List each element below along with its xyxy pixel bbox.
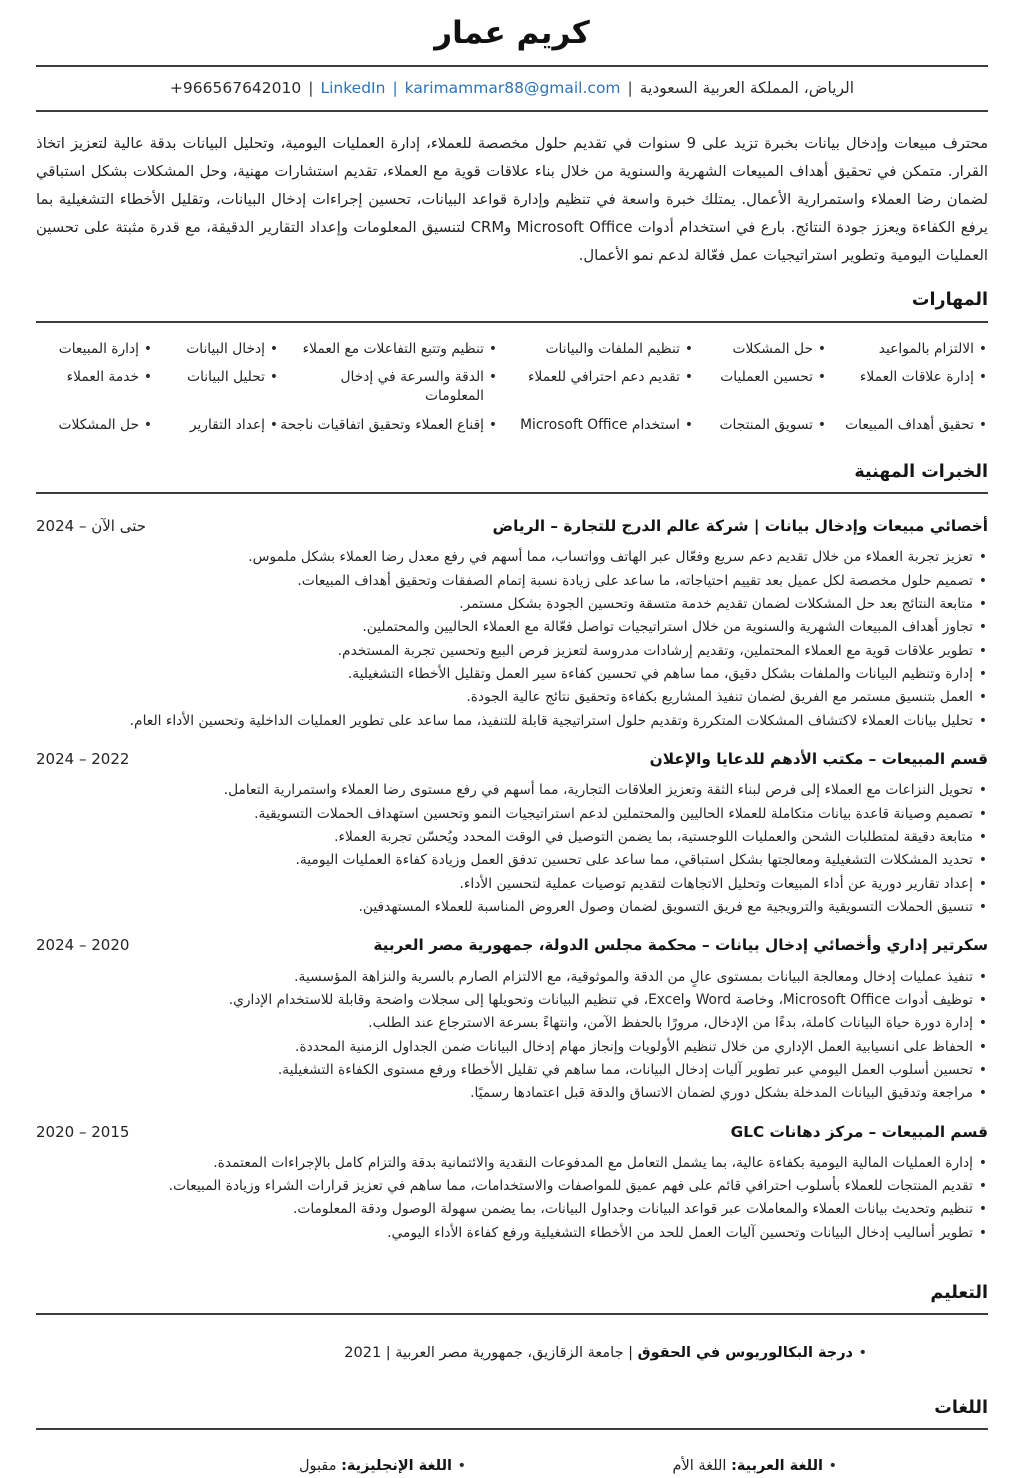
job-title: سكرتير إداري وأخصائي إدخال بيانات – محكمة مجلس الدولة، جمهورية مصر العربية xyxy=(373,936,988,955)
bullet-item: • تحويل النزاعات مع العملاء إلى فرص لبناء الثقة وتعزيز العلاقات التجارية، مما أسهم في رفع مستوى رضا العملاء واستمرارية التعامل. xyxy=(36,779,988,801)
contact-location: الرياض، المملكة العربية السعودية xyxy=(639,79,855,98)
education-section-title: التعليم xyxy=(930,1283,988,1304)
bullet-item: • إدارة وتنظيم البيانات والملفات بشكل دقيق، مما ساهم في تحسين كفاءة سير العمل وتقليل الأخطاء التشغيلية. xyxy=(36,663,988,685)
job-title: أخصائي مبيعات وإدخال بيانات | شركة عالم الدرج للتجارة – الرياض xyxy=(492,517,988,536)
bullet-item: • الحفاظ على انسيابية العمل الإداري من خلال تنظيم الأولويات وإنجاز مهام إدخال البيانات ضمن الجداول الزمنية المحددة. xyxy=(36,1036,988,1058)
contact-separator: | xyxy=(392,79,398,98)
bullet-item: • إعداد تقارير دورية عن أداء المبيعات وتحليل الاتجاهات لتقديم توصيات عملية لتحسين الأداء. xyxy=(36,873,988,895)
contact-phone: +966567642010 xyxy=(169,79,302,98)
bullet-item: • تصميم حلول مخصصة لكل عميل بعد تقييم احتياجاته، ما ساعد على زيادة نسبة إتمام الصفقات وتحقيق أهداف المبيعات. xyxy=(36,570,988,592)
linkedin-link[interactable]: LinkedIn xyxy=(320,79,386,98)
job-title: قسم المبيعات – مركز دهانات GLC xyxy=(730,1122,988,1141)
skill-item: • إدارة المبيعات xyxy=(36,340,153,359)
skill-item: • تسويق المنتجات xyxy=(694,416,827,435)
professional-summary: محترف مبيعات وإدخال بيانات بخبرة تزيد على 9 سنوات في تقديم حلول مخصصة للعملاء، إدارة العمليات اليومية، وتحليل البيانات بدقة عالية لتعزيز اتخاذ القرار. متمكن في تحقيق أهداف المبيعات الشهرية والسنوية من خلال بناء علاقات قوية مع العملاء، تقديم استشارات مهنية، وحل المشكلات بشكل استباقي لضمان رضا العملاء واستمرارية الأعمال. يمتلك خبرة واسعة في تنظيم وإدارة قواعد البيانات، تحسين إجراءات إدخال البيانات، وتقليل الأخطاء التشغيلية بما يرفع الكفاءة ويعزز جودة النتائج. بارع في استخدام أدوات Microsoft Office وCRM لتنسيق المعلومات وإعداد التقارير الدقيقة، مع قدرة مثبتة على تحسين العمليات اليومية وتطوير استراتيجيات عمل فعّالة لدعم نمو الأعمال. xyxy=(36,135,989,264)
section-divider xyxy=(36,492,988,494)
skill-item: • تقديم دعم احترافي للعملاء xyxy=(498,368,694,407)
candidate-name: كريم عمار xyxy=(434,15,590,51)
bullet-item: • تنسيق الحملات التسويقية والترويجية مع فريق التسويق لضمان وصول العروض المناسبة للعملاء المستهدفين. xyxy=(36,896,988,918)
skills-section-title: المهارات xyxy=(911,290,988,311)
header-divider-bottom xyxy=(36,110,988,112)
bullet-item: • تصميم وصيانة قاعدة بيانات متكاملة للعملاء الحاليين والمحتملين لدعم استراتيجيات النمو وتحسين استهداف الحملات التسويقية. xyxy=(36,803,988,825)
bullet-item: • تنظيم وتحديث بيانات العملاء والمعاملات عبر قواعد البيانات وجداول البيانات، بما يضمن سهولة الوصول ودقة المعلومات. xyxy=(36,1198,988,1220)
skill-item: • الدقة والسرعة في إدخال المعلومات xyxy=(279,368,498,407)
skill-item: • تحقيق أهداف المبيعات xyxy=(827,416,988,435)
job-bullet-list xyxy=(36,779,988,918)
languages-section-title: اللغات xyxy=(934,1398,988,1419)
skill-item: • حل المشكلات xyxy=(36,416,153,435)
bullet-item: • متابعة النتائج بعد حل المشكلات لضمان تقديم خدمة متسقة وتحسين الجودة بشكل مستمر. xyxy=(36,593,988,615)
language-level: اللغة الأم xyxy=(672,1458,727,1475)
bullet-item: • متابعة دقيقة لمتطلبات الشحن والعمليات اللوجستية، بما يضمن التوصيل في الوقت المحدد ويُحسّن تجربة العملاء. xyxy=(36,826,988,848)
contact-separator: | xyxy=(627,79,633,98)
contact-separator: | xyxy=(308,79,314,98)
bullet-item: • تعزيز تجربة العملاء من خلال تقديم دعم سريع وفعّال عبر الهاتف وواتساب، مما أسهم في رفع معدل رضا العملاء بشكل ملموس. xyxy=(36,546,988,568)
education-item xyxy=(36,1343,868,1365)
bullet-item: • العمل بتنسيق مستمر مع الفريق لضمان تنفيذ المشاريع بكفاءة وتحقيق نتائج عالية الجودة. xyxy=(36,686,988,708)
job-entry xyxy=(36,748,988,918)
bullet-item: • تحليل بيانات العملاء لاكتشاف المشكلات المتكررة وتقديم حلول استراتيجية قابلة للتنفيذ، مما ساعد على تطوير العمليات الداخلية وتحسين الأداء العام. xyxy=(36,710,988,732)
job-title: قسم المبيعات – مكتب الأدهم للدعايا والإعلان xyxy=(649,750,988,769)
job-date: 2020 – 2024 xyxy=(36,936,130,955)
skills-section xyxy=(36,287,988,435)
language-label: اللغة الإنجليزية: xyxy=(341,1458,452,1475)
job-header xyxy=(36,1121,988,1143)
bullet-item: • تحسين أسلوب العمل اليومي عبر تطوير آليات إدخال البيانات، مما ساهم في تقليل الأخطاء ورفع مستوى الكفاءة التشغيلية. xyxy=(36,1059,988,1081)
section-divider xyxy=(36,1428,988,1430)
language-item-english xyxy=(36,1456,512,1478)
job-entry xyxy=(36,1121,988,1245)
job-entry xyxy=(36,515,988,732)
job-header xyxy=(36,515,988,537)
bullet-item: • تطوير علاقات قوية مع العملاء المحتملين، وتقديم إرشادات مدروسة لتعزيز فرص البيع وتحسين تجربة المستخدم. xyxy=(36,640,988,662)
bullet-item: • تنفيذ عمليات إدخال ومعالجة البيانات بمستوى عالٍ من الدقة والموثوقية، مع الالتزام الصارم بالسرية والنزاهة المؤسسية. xyxy=(36,966,988,988)
section-divider xyxy=(36,1313,988,1315)
header-divider-top xyxy=(36,65,988,67)
job-bullet-list xyxy=(36,546,988,732)
email-link[interactable]: karimammar88@gmail.com xyxy=(404,79,621,98)
job-date: 2015 – 2020 xyxy=(36,1122,130,1141)
job-bullet-list xyxy=(36,1152,988,1244)
skill-item: • إدارة علاقات العملاء xyxy=(827,368,988,407)
languages-list xyxy=(36,1456,988,1478)
education-list xyxy=(36,1343,868,1365)
language-label: اللغة العربية: xyxy=(731,1458,823,1475)
skill-item: • إدخال البيانات xyxy=(153,340,279,359)
experience-section xyxy=(36,459,988,1244)
skill-item: • تنظيم الملفات والبيانات xyxy=(498,340,694,359)
skill-item: • تحليل البيانات xyxy=(153,368,279,407)
skill-item: • تنظيم وتتبع التفاعلات مع العملاء xyxy=(279,340,498,359)
bullet-item: • مراجعة وتدقيق البيانات المدخلة بشكل دوري لضمان الاتساق والدقة قبل اعتمادها رسميًا. xyxy=(36,1082,988,1104)
bullet-item: • إدارة دورة حياة البيانات كاملة، بدءًا من الإدخال، مرورًا بالحفظ الآمن، وانتهاءً بسرعة الاسترجاع عند الطلب. xyxy=(36,1012,988,1034)
bullet-item: • تطوير أساليب إدخال البيانات وتحسين آليات العمل للحد من الأخطاء التشغيلية ورفع كفاءة الأداء اليومي. xyxy=(36,1222,988,1244)
degree-name: درجة البكالوريوس في الحقوق xyxy=(637,1345,853,1362)
bullet-item: • تقديم المنتجات للعملاء بأسلوب احترافي قائم على فهم عميق للمواصفات والاستخدامات، مما ساهم في تعزيز قرارات الشراء وزيادة المبيعات. xyxy=(36,1175,988,1197)
experience-section-title: الخبرات المهنية xyxy=(854,461,988,482)
job-date: حتى الآن – 2024 xyxy=(36,517,147,536)
degree-details: | جامعة الزقازيق، جمهورية مصر العربية | 2021 xyxy=(344,1345,634,1362)
bullet-item: • تحديد المشكلات التشغيلية ومعالجتها بشكل استباقي، مما ساعد على تحسين تدفق العمل وزيادة كفاءة العمليات اليومية. xyxy=(36,849,988,871)
bullet-item: • إدارة العمليات المالية اليومية بكفاءة عالية، بما يشمل التعامل مع المدفوعات النقدية والائتمانية بدقة والتزام كامل بالإجراءات المعتمدة. xyxy=(36,1152,988,1174)
bullet-item: • توظيف أدوات Microsoft Office، وخاصة Word وExcel، في تنظيم البيانات وتحويلها إلى سجلات واضحة وقابلة للاستخدام الإداري. xyxy=(36,989,988,1011)
bullet-item: • تجاوز أهداف المبيعات الشهرية والسنوية من خلال استراتيجيات تواصل فعّالة مع العملاء الحاليين والمحتملين. xyxy=(36,616,988,638)
language-level: مقبول xyxy=(298,1458,337,1475)
job-header xyxy=(36,748,988,770)
skill-item: • خدمة العملاء xyxy=(36,368,153,407)
contact-bar xyxy=(36,79,988,97)
skill-item: • حل المشكلات xyxy=(694,340,827,359)
job-bullet-list xyxy=(36,966,988,1105)
job-date: 2022 – 2024 xyxy=(36,750,130,769)
education-section xyxy=(36,1280,988,1365)
job-entry xyxy=(36,934,988,1104)
languages-section xyxy=(36,1395,988,1478)
skill-item: • إقناع العملاء وتحقيق اتفاقيات ناجحة xyxy=(279,416,498,435)
skill-item: • استخدام Microsoft Office xyxy=(498,416,694,435)
language-item-arabic xyxy=(512,1456,988,1478)
job-header xyxy=(36,934,988,956)
section-divider xyxy=(36,321,988,323)
skill-item: • تحسين العمليات xyxy=(694,368,827,407)
skill-item: • الالتزام بالمواعيد xyxy=(827,340,988,359)
skills-grid xyxy=(36,340,988,435)
skill-item: • إعداد التقارير xyxy=(153,416,279,435)
